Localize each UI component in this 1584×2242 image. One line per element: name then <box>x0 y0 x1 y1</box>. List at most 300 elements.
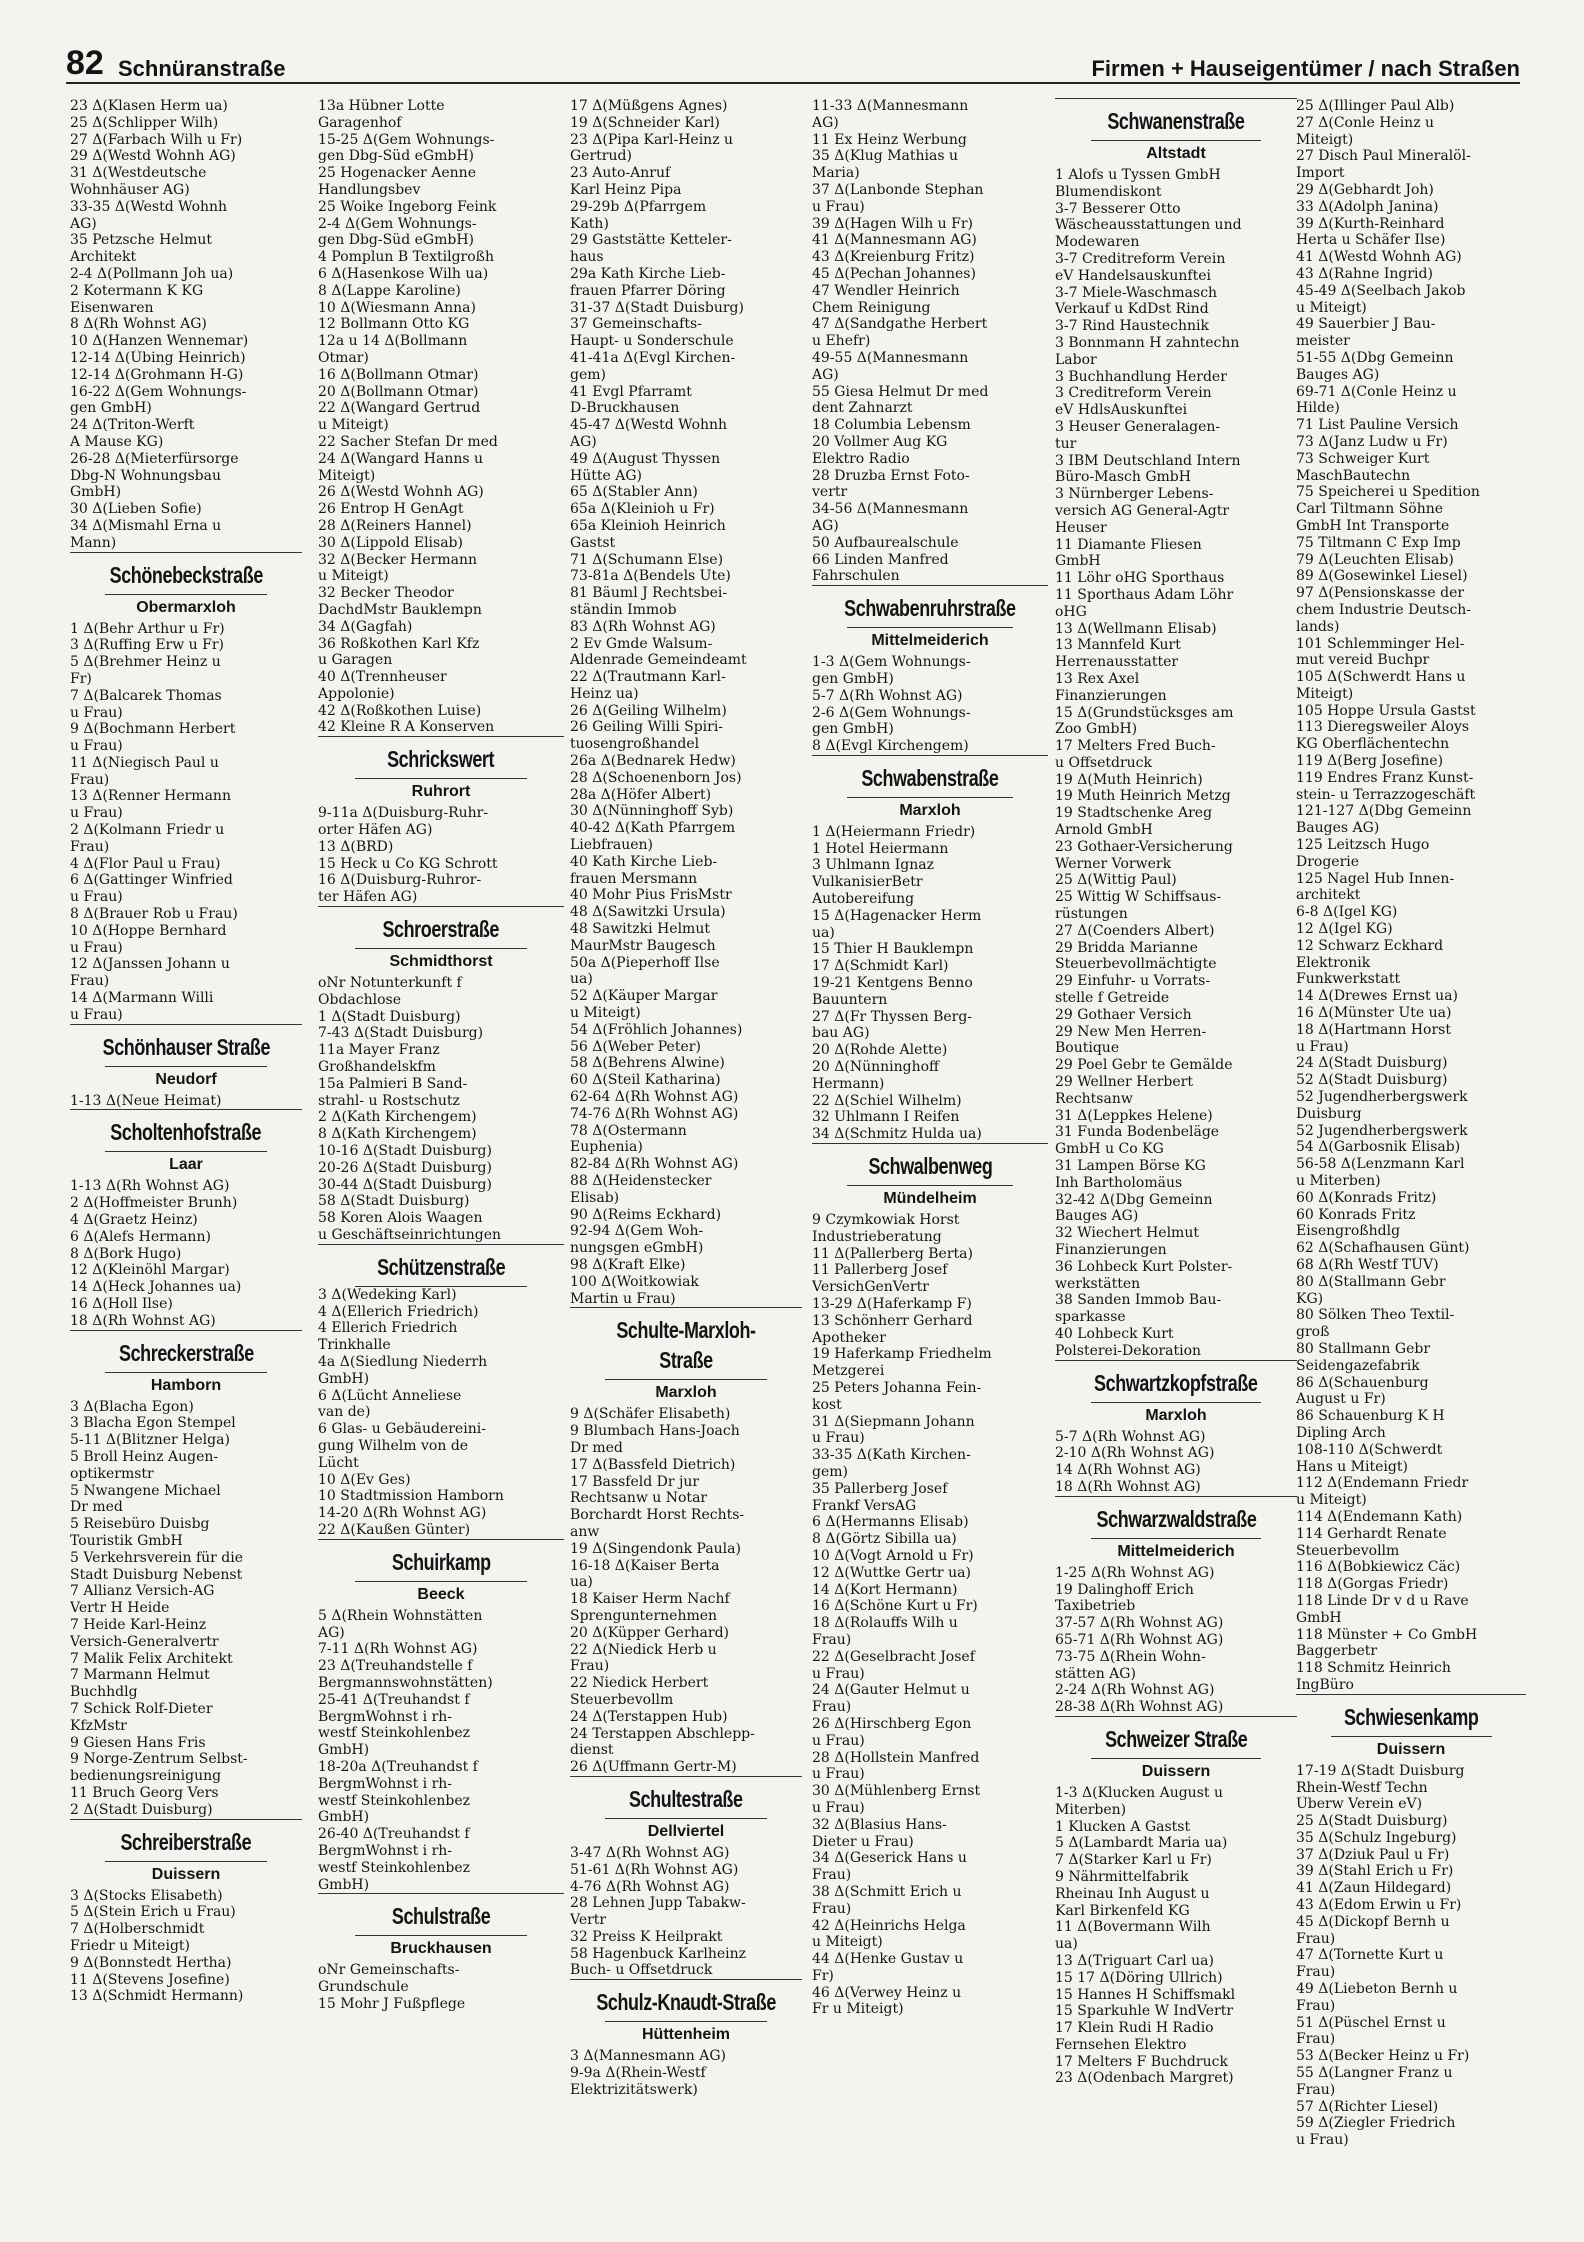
directory-entry: Baggerbetr <box>1296 1643 1378 1660</box>
section-rule <box>318 736 564 737</box>
directory-entry: Polsterei-Dekoration <box>1055 1342 1202 1359</box>
directory-entry: 27 Δ(Coenders Albert) <box>1055 922 1215 939</box>
directory-entry: 25 Δ(Stadt Duisburg) <box>1296 1813 1448 1830</box>
directory-entry: 119 Endres Franz Kunst- <box>1296 769 1474 786</box>
directory-entry: 29 Bridda Marianne <box>1055 939 1198 956</box>
directory-entry: 29 New Men Herren- <box>1055 1023 1207 1040</box>
directory-entry: 116 Δ(Bobkiewicz Cäc) <box>1296 1559 1461 1576</box>
directory-entry: Großhandelskfm <box>318 1059 436 1076</box>
directory-entry: 13 Δ(Triguart Carl ua) <box>1055 1952 1214 1969</box>
street-heading <box>318 736 564 779</box>
directory-entry: 73 Schweiger Kurt <box>1296 450 1430 467</box>
street-name: Schreckerstraße <box>118 1339 254 1366</box>
directory-entry: gen GmbH) <box>812 670 894 687</box>
district-name: Altstadt <box>1146 145 1206 162</box>
directory-entry: Bauuntern <box>812 991 888 1008</box>
directory-entry: VulkanisierBetr <box>812 874 923 891</box>
directory-entry: 26-28 Δ(Mieterfürsorge <box>70 450 239 467</box>
directory-entry: 55 Giesa Helmut Dr med <box>812 383 989 400</box>
directory-entry: 1 Hotel Heiermann <box>812 840 949 857</box>
directory-entry: 11 Δ(Niegisch Paul u <box>70 754 219 771</box>
directory-entry: 7 Δ(Holberschmidt <box>70 1921 205 1938</box>
directory-entry: 47 Δ(Tornette Kurt u <box>1296 1947 1444 1964</box>
directory-entry: u Offsetdruck <box>1055 754 1152 771</box>
directory-entry: 18 Δ(Rh Wohnst AG) <box>1055 1478 1201 1495</box>
directory-entry: 28 Δ(Schoenenborn Jos) <box>570 769 742 786</box>
directory-entry: 30 Δ(Mühlenberg Ernst <box>812 1783 981 1800</box>
directory-entry: 13 Δ(Wellmann Elisab) <box>1055 620 1217 637</box>
section-rule <box>812 1143 1048 1144</box>
directory-entry: 86 Δ(Schauenburg <box>1296 1374 1429 1391</box>
directory-entry: 22 Δ(Schiel Wilhelm) <box>812 1092 962 1109</box>
directory-entry: Finanzierungen <box>1055 1242 1167 1258</box>
directory-entry: Eisengroßhdlg <box>1296 1223 1401 1240</box>
directory-entry: 7 Schick Rolf-Dieter <box>70 1700 213 1717</box>
directory-entry: KfzMstr <box>70 1717 127 1734</box>
directory-entry: 125 Nagel Hub Innen- <box>1296 870 1455 887</box>
directory-entry: 13 Δ(BRD) <box>318 838 394 855</box>
directory-entry: 39 Δ(Stahl Erich u Fr) <box>1296 1863 1454 1880</box>
section-rule <box>318 1244 564 1245</box>
directory-entry: u Garagen <box>318 652 393 669</box>
directory-entry: 119 Δ(Berg Josefine) <box>1296 753 1444 770</box>
directory-entry: 20 Δ(Bollmann Otmar) <box>318 383 479 400</box>
directory-entry: 5-7 Δ(Rh Wohnst AG) <box>1055 1428 1206 1445</box>
directory-entry: Sprengunternehmen <box>570 1607 718 1624</box>
directory-entry: u Frau) <box>812 1665 865 1682</box>
directory-entry: 71 Δ(Schumann Else) <box>570 551 724 568</box>
directory-entry: Elisab) <box>570 1189 620 1206</box>
district-name: Laar <box>169 1156 203 1174</box>
directory-entry: 29 Poel Gebr te Gemälde <box>1055 1057 1233 1074</box>
directory-entry: 5 Reisebüro Duisbg <box>70 1516 210 1533</box>
directory-entry: frauen Pfarrer Döring <box>570 282 726 299</box>
directory-entry: 65a Kleinioh Heinrich <box>570 517 726 534</box>
directory-entry: 55 Δ(Langner Franz u <box>1296 2065 1453 2082</box>
directory-entry: GmbH) <box>318 1876 370 1893</box>
header-rule <box>66 82 1520 84</box>
directory-entry: 60 Δ(Steil Katharina) <box>570 1072 721 1089</box>
directory-entry: 29a Kath Kirche Lieb- <box>570 265 726 282</box>
directory-entry: 43 Δ(Edom Erwin u Fr) <box>1296 1897 1462 1914</box>
directory-entry: 48 Δ(Sawitzki Ursula) <box>570 904 726 921</box>
directory-entry: 20 Vollmer Aug KG <box>812 433 948 450</box>
directory-entry: u Frau) <box>70 1006 123 1023</box>
directory-entry: 13 Schönherr Gerhard <box>812 1312 973 1329</box>
directory-entry: 45 Δ(Dickopf Bernh u <box>1296 1913 1450 1930</box>
directory-entry: 31 Δ(Leppkes Helene) <box>1055 1107 1213 1124</box>
directory-entry: 5 Δ(Lambardt Maria ua) <box>1055 1835 1228 1852</box>
directory-entry: Grundschule <box>318 1979 409 1996</box>
section-rule <box>70 1819 302 1820</box>
directory-entry: 35 Δ(Klug Mathias u <box>812 148 959 165</box>
directory-entry: Lücht <box>318 1454 359 1471</box>
directory-entry: 66 Linden Manfred <box>812 551 949 568</box>
directory-entry: 15-25 Δ(Gem Wohnungs- <box>318 131 495 148</box>
directory-entry: Elektro Radio <box>812 450 910 467</box>
directory-entry: bau AG) <box>812 1025 870 1042</box>
directory-entry: 40-42 Δ(Kath Pfarrgem <box>570 820 736 837</box>
directory-entry: kost <box>812 1396 842 1413</box>
directory-entry: 73-81a Δ(Bendels Ute) <box>570 568 731 585</box>
directory-entry: Boutique <box>1055 1040 1120 1057</box>
directory-entry: Hermann) <box>812 1075 885 1092</box>
directory-entry: 18 Δ(Hartmann Horst <box>1296 1021 1451 1038</box>
district-name: Neudorf <box>155 1070 217 1088</box>
directory-entry: Dr med <box>70 1499 123 1516</box>
district-name: Duissern <box>151 1865 221 1883</box>
directory-entry: 20 Δ(Küpper Gerhard) <box>570 1624 729 1641</box>
directory-entry: gen GmbH) <box>812 721 894 738</box>
directory-entry: KG) <box>1296 1290 1324 1307</box>
directory-entry: orter Häfen AG) <box>318 822 433 839</box>
directory-entry: 40 Kath Kirche Lieb- <box>570 853 718 870</box>
directory-entry: 11 Diamante Fliesen <box>1055 536 1202 553</box>
directory-entry: Karl Heinz Pipa <box>570 181 682 198</box>
directory-entry: 35 Pallerberg Josef <box>812 1480 948 1497</box>
directory-entry: groß <box>1296 1324 1330 1341</box>
directory-entry: 43 Δ(Kreienburg Fritz) <box>812 249 975 266</box>
directory-entry: dent Zahnarzt <box>812 400 913 417</box>
directory-entry: gem) <box>812 1463 848 1480</box>
directory-entry: Metzgerei <box>812 1363 885 1380</box>
district-name: Schmidthorst <box>389 953 493 971</box>
directory-entry: BergmWohnst i rh- <box>318 1708 453 1725</box>
section-rule <box>70 1109 302 1110</box>
directory-entry: 22 Δ(Niedick Herb u <box>570 1641 717 1658</box>
district-name: Duissern <box>1376 1740 1446 1758</box>
street-name: Schuirkamp <box>391 1548 491 1575</box>
directory-entry: 13 Mannfeld Kurt <box>1055 637 1181 654</box>
street-name: Schönebeckstraße <box>109 561 263 588</box>
directory-entry: 4 Δ(Flor Paul u Frau) <box>70 855 221 872</box>
section-rule <box>1296 1694 1526 1695</box>
directory-entry: 6-8 Δ(Igel KG) <box>1296 904 1398 921</box>
directory-entry: 13 Δ(Renner Hermann <box>70 788 231 805</box>
directory-entry: 33-35 Δ(Westd Wohnh <box>70 198 228 215</box>
directory-entry: Frau) <box>812 1900 852 1917</box>
directory-entry: u Miterben) <box>1296 1173 1381 1189</box>
directory-entry: 4-76 Δ(Rh Wohnst AG) <box>570 1878 730 1895</box>
directory-entry: 16-18 Δ(Kaiser Berta <box>570 1557 720 1574</box>
directory-entry: 71 List Pauline Versich <box>1296 417 1459 434</box>
directory-entry: rüstungen <box>1055 906 1128 923</box>
directory-entry: meister <box>1296 333 1350 350</box>
directory-entry: 5-7 Δ(Rh Wohnst AG) <box>812 687 963 704</box>
directory-entry: Überw Verein eV) <box>1296 1796 1423 1813</box>
directory-entry: lands) <box>1296 618 1340 635</box>
directory-entry: Fr) <box>70 670 92 687</box>
directory-entry: 2-6 Δ(Gem Wohnungs- <box>812 704 971 721</box>
directory-entry: Kath) <box>570 215 609 232</box>
directory-entry: 42 Δ(Heinrichs Helga <box>812 1917 966 1934</box>
street-heading <box>318 1244 564 1287</box>
directory-entry: GmbH) <box>318 1370 370 1387</box>
district-name: Hüttenheim <box>642 2026 730 2044</box>
directory-entry: Fr u Miteigt) <box>812 2001 904 2018</box>
directory-entry: Fahrschulen <box>812 568 900 585</box>
directory-entry: 51-61 Δ(Rh Wohnst AG) <box>570 1861 739 1878</box>
directory-entry: 1 Alofs u Tyssen GmbH <box>1055 167 1221 183</box>
directory-entry: Obdachlose <box>318 991 401 1008</box>
directory-entry: Chem Reinigung <box>812 299 931 316</box>
directory-entry: 8 Δ(Kath Kirchengem) <box>318 1126 477 1143</box>
directory-entry: 18-20a Δ(Treuhandst f <box>318 1758 478 1775</box>
directory-entry: 41 Δ(Westd Wohnh AG) <box>1296 249 1462 266</box>
directory-entry: u Frau) <box>70 939 123 956</box>
directory-entry: Elektrizitätswerk) <box>570 2081 698 2098</box>
directory-entry: 8 Δ(Lappe Karoline) <box>318 282 461 299</box>
directory-entry: eV Handelsauskunftei <box>1055 267 1211 284</box>
directory-entry: Wäscheausstattungen und <box>1055 217 1242 234</box>
directory-entry: gung Wilhelm von de <box>318 1437 469 1454</box>
directory-entry: 12 Δ(Kleinöhl Margar) <box>70 1262 230 1279</box>
directory-entry: 11 Pallerberg Josef <box>812 1262 948 1279</box>
directory-entry: Heinz ua) <box>570 685 639 702</box>
section-rule <box>1055 1360 1297 1361</box>
directory-entry: 5 Δ(Brehmer Heinz u <box>70 654 221 671</box>
directory-entry: 25 Δ(Wittig Paul) <box>1055 872 1177 889</box>
directory-entry: 14 Δ(Rh Wohnst AG) <box>1055 1462 1201 1479</box>
directory-entry: 10 Δ(Hanzen Wennemar) <box>70 333 249 350</box>
directory-entry: 33 Δ(Adolph Janina) <box>1296 198 1439 215</box>
directory-entry: Hans u Miteigt) <box>1296 1458 1408 1475</box>
directory-entry: 6 Δ(Gattinger Winfried <box>70 872 233 889</box>
directory-entry: 29 Δ(Westd Wohnh AG) <box>70 148 236 165</box>
directory-entry: 20 Δ(Rohde Alette) <box>812 1042 948 1059</box>
directory-entry: Frau) <box>812 1631 852 1648</box>
directory-entry: Inh Bartholomäus <box>1055 1174 1183 1191</box>
directory-entry: 98 Δ(Kraft Elke) <box>570 1256 686 1273</box>
directory-entry: Bergmannswohnstätten) <box>318 1674 493 1691</box>
directory-entry: stätten AG) <box>1055 1665 1136 1682</box>
directory-entry: 73 Δ(Janz Ludw u Fr) <box>1296 433 1448 450</box>
directory-entry: tur <box>1055 435 1077 452</box>
directory-entry: 23 Δ(Odenbach Margret) <box>1055 2070 1234 2087</box>
directory-entry: 3 Heuser Generalagen- <box>1055 418 1221 435</box>
directory-entry: 2 Kotermann K KG <box>70 282 204 299</box>
directory-entry: Frankf VersAG <box>812 1497 917 1514</box>
directory-entry: 22 Δ(Trautmann Karl- <box>570 669 726 686</box>
directory-entry: Taxibetrieb <box>1055 1598 1136 1615</box>
directory-entry: ter Häfen AG) <box>318 889 418 906</box>
directory-entry: 37 Gemeinschafts- <box>570 316 702 333</box>
directory-entry: 73-75 Δ(Rhein Wohn- <box>1055 1648 1206 1665</box>
directory-entry: oHG <box>1055 603 1087 620</box>
directory-entry: AG) <box>812 366 839 383</box>
directory-entry: 4 Δ(Ellerich Friedrich) <box>318 1303 479 1320</box>
directory-entry: Elektronik <box>1296 954 1371 971</box>
directory-entry: 42 Kleine R A Konserven <box>318 719 495 736</box>
directory-entry: 3-7 Miele-Waschmasch <box>1055 284 1218 301</box>
directory-entry: Garagenhof <box>318 114 402 131</box>
directory-entry: AG) <box>812 517 839 534</box>
directory-entry: u Miteigt) <box>570 1005 641 1022</box>
directory-entry: 29 Δ(Gebhardt Joh) <box>1296 181 1434 198</box>
directory-entry: 1-13 Δ(Rh Wohnst AG) <box>70 1178 230 1195</box>
directory-entry: Bauges AG) <box>1296 366 1380 383</box>
directory-entry: 38 Sanden Immob Bau- <box>1055 1292 1222 1309</box>
directory-entry: 17 Melters Fred Buch- <box>1055 738 1216 755</box>
directory-entry: 31 Funda Bodenbeläge <box>1055 1124 1220 1141</box>
directory-entry: 32 Wiechert Helmut <box>1055 1225 1199 1242</box>
directory-entry: Dieter u Frau) <box>812 1833 914 1850</box>
directory-entry: 22 Δ(Wangard Gertrud <box>318 400 481 417</box>
street-name: Schulte-Marxloh-Straße <box>616 1317 756 1374</box>
directory-entry: westf Steinkohlenbez <box>318 1792 471 1809</box>
directory-entry: 3 Δ(Stocks Elisabeth) <box>70 1887 223 1904</box>
section-rule <box>570 1776 802 1777</box>
directory-entry: 81 Bäuml J Rechtsbei- <box>570 585 728 602</box>
directory-entry: 12-14 Δ(Grohmann H-G) <box>70 366 244 383</box>
directory-entry: 8 Δ(Görtz Sibilla ua) <box>812 1531 957 1548</box>
district-name: Beeck <box>417 1585 465 1603</box>
street-heading <box>1055 1360 1297 1403</box>
street-heading <box>70 552 302 595</box>
directory-entry: 14 Δ(Drewes Ernst ua) <box>1296 988 1458 1005</box>
directory-entry: 4a Δ(Siedlung Niederrh <box>318 1354 488 1370</box>
directory-entry: Verkauf u KdDst Rind <box>1055 301 1209 318</box>
directory-entry: gem) <box>570 366 606 383</box>
directory-entry: 50a Δ(Pieperhoff Ilse <box>570 954 720 971</box>
directory-entry: Frau) <box>1296 1930 1336 1947</box>
directory-entry: 22 Δ(Kaußen Günter) <box>318 1521 471 1538</box>
directory-entry: Architekt <box>70 249 137 266</box>
directory-entry: 17 Δ(Schmidt Karl) <box>812 958 949 975</box>
directory-entry: gen Dbg-Süd eGmbH) <box>318 148 474 165</box>
directory-entry: 4 Δ(Graetz Heinz) <box>70 1212 198 1229</box>
column-5 <box>1055 98 1297 2228</box>
directory-entry: Apotheker <box>812 1329 886 1346</box>
directory-entry: 47 Δ(Sandgathe Herbert <box>812 316 988 333</box>
street-heading <box>318 1893 564 1936</box>
section-rule <box>70 1330 302 1331</box>
directory-entry: u Frau) <box>70 738 123 755</box>
directory-entry: 7 Δ(Balcarek Thomas <box>70 687 222 704</box>
directory-entry: Liebfrauen) <box>570 837 654 854</box>
directory-entry: 14-20 Δ(Rh Wohnst AG) <box>318 1505 487 1522</box>
directory-entry: 16-22 Δ(Gem Wohnungs- <box>70 383 247 400</box>
directory-entry: 80 Stallmann Gebr <box>1296 1340 1431 1357</box>
directory-entry: 27 Δ(Conle Heinz u <box>1296 114 1435 131</box>
directory-entry: ständin Immob <box>570 601 677 618</box>
directory-entry: u Miteigt) <box>1296 299 1367 316</box>
directory-entry: 74-76 Δ(Rh Wohnst AG) <box>570 1105 739 1122</box>
directory-entry: u Geschäftseinrichtungen <box>318 1227 502 1244</box>
directory-entry: Frau) <box>570 1658 610 1675</box>
directory-entry: 37 Δ(Dziuk Paul u Fr) <box>1296 1846 1450 1863</box>
section-rule <box>812 755 1048 756</box>
directory-entry: chem Industrie Deutsch- <box>1296 601 1472 618</box>
directory-entry: 24 Δ(Gauter Helmut u <box>812 1682 970 1699</box>
directory-entry: Werner Vorwerk <box>1055 855 1172 872</box>
directory-entry: 31 Lampen Börse KG <box>1055 1158 1206 1175</box>
directory-entry: 2 Δ(Kath Kirchengem) <box>318 1109 477 1126</box>
directory-entry: Modewaren <box>1055 234 1140 251</box>
street-name: Schweizer Straße <box>1104 1725 1248 1752</box>
directory-entry: versich AG General-Agtr <box>1055 502 1230 519</box>
directory-entry: 35 Δ(Schulz Ingeburg) <box>1296 1829 1457 1846</box>
directory-entry: 19 Δ(Singendonk Paula) <box>570 1540 741 1557</box>
street-heading <box>1055 1496 1297 1539</box>
street-name: Schulz-Knaudt-Straße <box>596 1989 776 2016</box>
directory-entry: 92-94 Δ(Gem Woh- <box>570 1223 704 1240</box>
directory-entry: Herta u Schäfer Ilse) <box>1296 232 1446 249</box>
directory-entry: Drogerie <box>1296 853 1360 870</box>
directory-entry: Funkwerkstatt <box>1296 971 1401 988</box>
directory-entry: 31 Δ(Westdeutsche <box>70 165 207 182</box>
district-name: Marxloh <box>655 1384 717 1402</box>
directory-entry: Industrieberatung <box>812 1228 942 1245</box>
directory-entry: 12 Bollmann Otto KG <box>318 316 470 333</box>
directory-entry: frauen Mersmann <box>570 870 698 887</box>
directory-entry: 118 Δ(Gorgas Friedr) <box>1296 1576 1449 1593</box>
directory-entry: 118 Schmitz Heinrich <box>1296 1660 1451 1677</box>
directory-entry: 86 Schauenburg K H <box>1296 1408 1445 1425</box>
section-rule <box>70 1024 302 1025</box>
directory-entry: 9 Giesen Hans Fris <box>70 1734 206 1751</box>
directory-entry: AG) <box>812 114 839 131</box>
directory-entry: 9-11a Δ(Duisburg-Ruhr- <box>318 805 489 822</box>
street-heading <box>70 1024 302 1067</box>
directory-entry: 4 Pomplun B Textilgroßh <box>318 249 495 266</box>
directory-entry: tuosengroßhandel <box>570 736 700 753</box>
directory-entry: 28-38 Δ(Rh Wohnst AG) <box>1055 1699 1224 1716</box>
directory-entry: GmbH <box>1055 553 1101 570</box>
directory-entry: 57 Δ(Richter Liesel) <box>1296 2098 1439 2115</box>
directory-entry: 19 Dalinghoff Erich <box>1055 1581 1194 1598</box>
street-name: Schwabenruhrstraße <box>844 595 1016 622</box>
directory-entry: oNr Notunterkunft f <box>318 975 462 992</box>
street-heading <box>318 1539 564 1582</box>
directory-entry: Frau) <box>1296 1964 1336 1981</box>
directory-entry: 40 Mohr Pius FrisMstr <box>570 887 732 904</box>
directory-entry: 15 Sparkuhle W IndVertr <box>1055 2003 1234 2020</box>
district-name: Marxloh <box>1145 1406 1207 1424</box>
directory-entry: 3 Blacha Egon Stempel <box>70 1415 236 1432</box>
directory-entry: Herrenausstatter <box>1055 654 1179 671</box>
directory-entry: 40 Lohbeck Kurt <box>1055 1325 1174 1342</box>
street-heading <box>812 585 1048 628</box>
directory-entry: Carl Tiltmann Söhne <box>1296 501 1444 518</box>
district-name: Marxloh <box>899 801 961 819</box>
directory-entry: 26 Geiling Willi Spiri- <box>570 719 724 736</box>
directory-entry: 7 Marmann Helmut <box>70 1667 210 1684</box>
directory-entry: 8 Δ(Evgl Kirchengem) <box>812 738 969 755</box>
section-rule <box>70 552 302 553</box>
directory-entry: van de) <box>318 1404 371 1421</box>
directory-entry: 1-3 Δ(Gem Wohnungs- <box>812 654 971 671</box>
directory-entry: u Frau) <box>812 1430 865 1447</box>
directory-entry: 9 Δ(Bochmann Herbert <box>70 721 236 738</box>
directory-entry: 23 Δ(Treuhandstelle f <box>318 1658 473 1675</box>
directory-entry: Karl Birkenfeld KG <box>1055 1902 1190 1919</box>
directory-entry: 1-13 Δ(Neue Heimat) <box>70 1092 222 1109</box>
directory-entry: 4 Ellerich Friedrich <box>318 1320 458 1337</box>
directory-entry: BergmWohnst i rh- <box>318 1775 453 1792</box>
directory-entry: 100 Δ(Woitkowiak <box>570 1273 699 1290</box>
section-rule <box>812 585 1048 586</box>
directory-entry: Frau) <box>1296 2081 1336 2098</box>
directory-entry: 1 Δ(Stadt Duisburg) <box>318 1008 461 1025</box>
directory-entry: 5 Broll Heinz Augen- <box>70 1449 219 1465</box>
directory-entry: 32 Preiss K Heilprakt <box>570 1928 723 1945</box>
directory-entry: 42 Δ(Roßkothen Luise) <box>318 702 482 719</box>
directory-entry: 112 Δ(Endemann Friedr <box>1296 1475 1469 1492</box>
directory-entry: GmbH) <box>318 1809 370 1826</box>
directory-entry: 7 Δ(Starker Karl u Fr) <box>1055 1852 1212 1869</box>
directory-entry: 51 Δ(Püschel Ernst u <box>1296 2014 1446 2031</box>
